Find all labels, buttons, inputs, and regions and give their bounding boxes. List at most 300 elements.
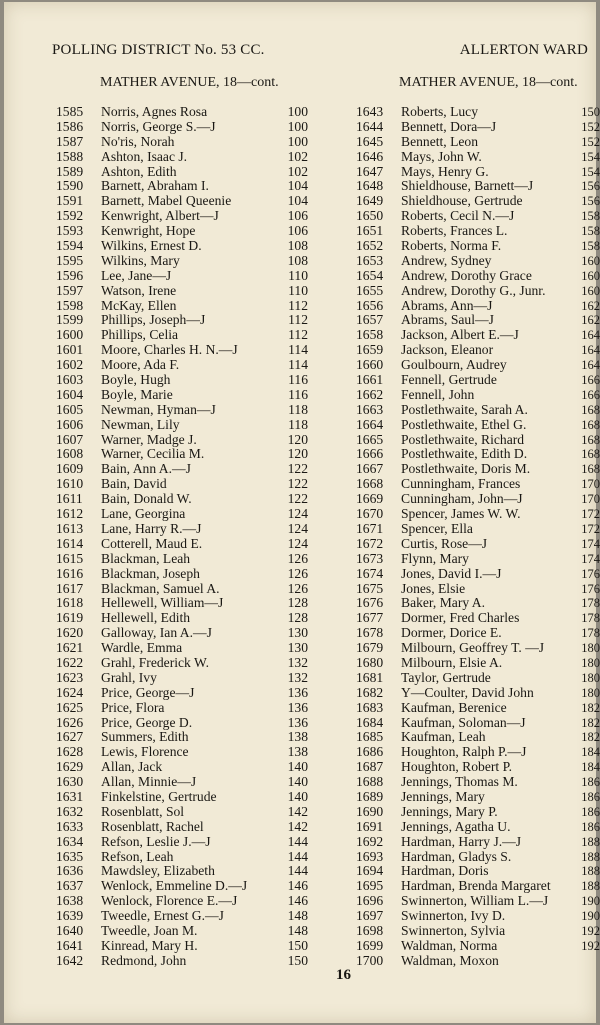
elector-name: Moore, Ada F. xyxy=(101,357,180,373)
elector-number: 1608 xyxy=(56,446,84,462)
elector-name: Price, George—J xyxy=(101,684,195,700)
elector-name: Cunningham, Frances xyxy=(401,476,521,492)
house-number: 140 xyxy=(287,759,308,775)
house-number: 144 xyxy=(287,833,308,849)
elector-name: Jennings, Agatha U. xyxy=(401,818,511,834)
elector-name: Fennell, Gertrude xyxy=(401,372,497,388)
house-number: 154 xyxy=(581,164,600,179)
elector-name: Rosenblatt, Sol xyxy=(101,803,185,819)
house-number: 148 xyxy=(287,922,308,938)
elector-name: Grahl, Frederick W. xyxy=(101,654,209,670)
house-number: 122 xyxy=(287,476,308,492)
house-number: 120 xyxy=(287,446,308,462)
elector-name: Swinnerton, William L.—J xyxy=(401,893,549,909)
elector-name: Blackman, Leah xyxy=(101,550,191,566)
elector-name: Wenlock, Florence E.—J xyxy=(101,893,238,909)
elector-name: No'ris, Norah xyxy=(101,133,175,149)
house-number: 104 xyxy=(287,193,308,209)
elector-number: 1611 xyxy=(56,491,83,507)
elector-name: Dormer, Dorice E. xyxy=(401,625,502,641)
elector-name: Jackson, Albert E.—J xyxy=(401,327,519,343)
elector-name: Jennings, Mary xyxy=(401,788,485,804)
house-number: 112 xyxy=(288,297,308,313)
house-number: 112 xyxy=(288,327,308,343)
house-number: 126 xyxy=(287,550,308,566)
elector-name: Ashton, Edith xyxy=(101,163,177,179)
house-number: 174 xyxy=(581,536,600,551)
elector-number: 1648 xyxy=(356,178,384,194)
elector-name: Houghton, Robert P. xyxy=(401,759,513,775)
house-number: 182 xyxy=(581,715,600,730)
elector-number: 1681 xyxy=(356,669,384,685)
elector-name: Allan, Jack xyxy=(101,759,163,775)
elector-name: Goulbourn, Audrey xyxy=(401,357,507,373)
house-number: 180 xyxy=(581,685,600,700)
house-number: 132 xyxy=(287,654,308,670)
house-number: 188 xyxy=(581,879,600,894)
elector-number: 1680 xyxy=(356,654,384,670)
elector-number: 1668 xyxy=(356,476,384,492)
house-number: 136 xyxy=(287,699,308,715)
house-number: 186 xyxy=(581,819,600,834)
elector-number: 1661 xyxy=(356,372,384,388)
elector-number: 1597 xyxy=(56,282,84,298)
house-number: 168 xyxy=(581,447,600,462)
house-number: 164 xyxy=(581,358,600,373)
house-number: 172 xyxy=(581,521,600,536)
elector-number: 1604 xyxy=(56,386,84,402)
house-number: 190 xyxy=(581,909,600,924)
elector-name: Fennell, John xyxy=(401,386,475,402)
elector-number: 1691 xyxy=(356,818,384,834)
house-number: 192 xyxy=(581,938,600,953)
house-number: 188 xyxy=(581,864,600,879)
house-number: 160 xyxy=(581,283,600,298)
elector-name: Andrew, Dorothy Grace xyxy=(401,267,532,283)
house-number: 162 xyxy=(581,298,600,313)
elector-name: Cotterell, Maud E. xyxy=(101,535,203,551)
elector-number: 1590 xyxy=(56,178,84,194)
ward-header: ALLERTON WARD xyxy=(459,42,588,58)
elector-name: Postlethwaite, Ethel G. xyxy=(401,416,527,432)
elector-number: 1618 xyxy=(56,595,84,611)
house-number: 150 xyxy=(581,105,600,119)
house-number: 104 xyxy=(287,178,308,194)
elector-number: 1643 xyxy=(356,104,384,119)
elector-name: Baker, Mary A. xyxy=(401,595,486,611)
elector-number: 1660 xyxy=(356,357,384,373)
house-number: 154 xyxy=(581,149,600,164)
elector-name: Mays, John W. xyxy=(401,148,482,164)
house-number: 144 xyxy=(287,863,308,879)
elector-name: Spencer, Ella xyxy=(401,520,473,536)
elector-name: Roberts, Frances L. xyxy=(401,223,508,239)
elector-number: 1598 xyxy=(56,297,84,313)
elector-number: 1610 xyxy=(56,476,84,492)
elector-name: Andrew, Sydney xyxy=(401,252,492,268)
elector-number: 1595 xyxy=(56,252,84,268)
elector-name: Lane, Georgina xyxy=(101,506,186,522)
elector-name: Tweedle, Joan M. xyxy=(101,922,198,938)
elector-number: 1686 xyxy=(356,744,384,760)
elector-number: 1628 xyxy=(56,744,84,760)
elector-number: 1674 xyxy=(356,565,384,581)
elector-name: Hellewell, William—J xyxy=(101,595,224,611)
house-number: 142 xyxy=(287,818,308,834)
elector-name: Phillips, Celia xyxy=(101,327,179,343)
elector-number: 1650 xyxy=(356,208,384,224)
elector-name: Price, Flora xyxy=(101,699,165,715)
elector-number: 1607 xyxy=(56,431,84,447)
elector-name: Redmond, John xyxy=(101,952,187,968)
elector-name: Jones, David I.—J xyxy=(401,565,502,581)
elector-number: 1633 xyxy=(56,818,84,834)
elector-number: 1594 xyxy=(56,238,84,254)
elector-name: Tweedle, Ernest G.—J xyxy=(101,908,224,924)
elector-name: Kinread, Mary H. xyxy=(101,937,198,953)
house-number: 114 xyxy=(288,342,308,358)
elector-number: 1631 xyxy=(56,788,84,804)
house-number: 180 xyxy=(581,670,600,685)
house-number: 124 xyxy=(287,520,308,536)
house-number: 152 xyxy=(581,119,600,134)
elector-number: 1585 xyxy=(56,104,84,119)
house-number: 170 xyxy=(581,492,600,507)
elector-number: 1695 xyxy=(356,878,384,894)
elector-name: Waldman, Moxon xyxy=(401,952,499,968)
elector-number: 1587 xyxy=(56,133,84,149)
elector-name: Postlethwaite, Sarah A. xyxy=(401,401,528,417)
house-number: 150 xyxy=(287,952,308,968)
house-number: 164 xyxy=(581,343,600,358)
house-number: 156 xyxy=(581,179,600,194)
elector-number: 1690 xyxy=(356,803,384,819)
elector-number: 1685 xyxy=(356,729,384,745)
elector-number: 1700 xyxy=(356,952,384,968)
elector-number: 1696 xyxy=(356,893,384,909)
elector-name: Dormer, Fred Charles xyxy=(401,610,520,626)
elector-name: Houghton, Ralph P.—J xyxy=(401,744,527,760)
elector-number: 1586 xyxy=(56,118,84,134)
house-number: 176 xyxy=(581,566,600,581)
elector-name: Newman, Lily xyxy=(101,416,180,432)
elector-number: 1663 xyxy=(356,401,384,417)
elector-number: 1619 xyxy=(56,610,84,626)
elector-number: 1629 xyxy=(56,759,84,775)
elector-name: Price, George D. xyxy=(101,714,193,730)
house-number: 182 xyxy=(581,700,600,715)
elector-number: 1613 xyxy=(56,520,84,536)
elector-number: 1645 xyxy=(356,133,384,149)
house-number: 182 xyxy=(581,730,600,745)
elector-number: 1616 xyxy=(56,565,84,581)
elector-name: Hardman, Doris xyxy=(401,863,489,879)
house-number: 130 xyxy=(287,625,308,641)
house-number: 128 xyxy=(287,595,308,611)
elector-name: Kenwright, Hope xyxy=(101,223,196,239)
elector-name: Taylor, Gertrude xyxy=(401,669,491,685)
elector-name: Hardman, Harry J.—J xyxy=(401,833,522,849)
elector-name: Curtis, Rose—J xyxy=(401,535,488,551)
elector-name: Bain, David xyxy=(101,476,167,492)
elector-name: Cunningham, John—J xyxy=(401,491,523,507)
house-number: 178 xyxy=(581,611,600,626)
elector-name: Roberts, Cecil N.—J xyxy=(401,208,515,224)
elector-number: 1639 xyxy=(56,908,84,924)
elector-number: 1653 xyxy=(356,252,384,268)
house-number: 118 xyxy=(288,401,308,417)
elector-name: Jackson, Eleanor xyxy=(401,342,494,358)
house-number: 156 xyxy=(581,194,600,209)
elector-name: Allan, Minnie—J xyxy=(101,774,197,790)
elector-name: Wardle, Emma xyxy=(101,640,183,656)
elector-number: 1688 xyxy=(356,774,384,790)
elector-number: 1589 xyxy=(56,163,84,179)
elector-number: 1609 xyxy=(56,461,84,477)
house-number: 164 xyxy=(581,328,600,343)
house-number: 110 xyxy=(288,267,308,283)
elector-number: 1692 xyxy=(356,833,384,849)
elector-number: 1596 xyxy=(56,267,84,283)
elector-number: 1632 xyxy=(56,803,84,819)
elector-number: 1612 xyxy=(56,506,84,522)
elector-name: Grahl, Ivy xyxy=(101,669,157,685)
elector-name: Abrams, Ann—J xyxy=(401,297,493,313)
house-number: 106 xyxy=(287,208,308,224)
elector-name: Roberts, Lucy xyxy=(401,104,479,119)
house-number: 174 xyxy=(581,551,600,566)
house-number: 178 xyxy=(581,596,600,611)
elector-number: 1615 xyxy=(56,550,84,566)
elector-name: Swinnerton, Ivy D. xyxy=(401,908,506,924)
elector-name: Jennings, Thomas M. xyxy=(401,774,518,790)
elector-number: 1675 xyxy=(356,580,384,596)
elector-number: 1664 xyxy=(356,416,384,432)
elector-name: Wilkins, Mary xyxy=(101,252,180,268)
house-number: 188 xyxy=(581,849,600,864)
house-number: 178 xyxy=(581,626,600,641)
elector-name: Warner, Cecilia M. xyxy=(101,446,205,462)
street-subheader-right: MATHER AVENUE, 18—cont. xyxy=(399,75,578,90)
elector-number: 1651 xyxy=(356,223,384,239)
elector-number: 1588 xyxy=(56,148,84,164)
elector-name: Swinnerton, Sylvia xyxy=(401,922,506,938)
house-number: 108 xyxy=(287,252,308,268)
house-number: 130 xyxy=(287,640,308,656)
elector-number: 1636 xyxy=(56,863,84,879)
elector-number: 1620 xyxy=(56,625,84,641)
house-number: 168 xyxy=(581,432,600,447)
house-number: 142 xyxy=(287,803,308,819)
elector-name: Jennings, Mary P. xyxy=(401,803,498,819)
elector-number: 1659 xyxy=(356,342,384,358)
house-number: 168 xyxy=(581,462,600,477)
elector-number: 1638 xyxy=(56,893,84,909)
elector-number: 1624 xyxy=(56,684,84,700)
house-number: 160 xyxy=(581,268,600,283)
house-number: 180 xyxy=(581,655,600,670)
elector-number: 1687 xyxy=(356,759,384,775)
elector-number: 1617 xyxy=(56,580,84,596)
house-number: 108 xyxy=(287,238,308,254)
elector-name: Boyle, Marie xyxy=(101,386,173,402)
house-number: 120 xyxy=(287,431,308,447)
elector-number: 1678 xyxy=(356,625,384,641)
house-number: 176 xyxy=(581,581,600,596)
house-number: 166 xyxy=(581,373,600,388)
house-number: 124 xyxy=(287,535,308,551)
elector-name: Boyle, Hugh xyxy=(101,372,171,388)
elector-name: Mays, Henry G. xyxy=(401,163,489,179)
elector-name: Bennett, Leon xyxy=(401,133,479,149)
elector-number: 1640 xyxy=(56,922,84,938)
house-number: 170 xyxy=(581,477,600,492)
house-number: 116 xyxy=(288,386,308,402)
elector-name: Mawdsley, Elizabeth xyxy=(101,863,215,879)
house-number: 162 xyxy=(581,313,600,328)
house-number: 150 xyxy=(287,937,308,953)
elector-number: 1621 xyxy=(56,640,84,656)
elector-name: Refson, Leslie J.—J xyxy=(101,833,211,849)
house-number: 128 xyxy=(287,610,308,626)
elector-number: 1673 xyxy=(356,550,384,566)
elector-name: Shieldhouse, Barnett—J xyxy=(401,178,534,194)
house-number: 100 xyxy=(287,104,308,119)
house-number: 166 xyxy=(581,387,600,402)
elector-number: 1603 xyxy=(56,372,84,388)
house-number: 188 xyxy=(581,834,600,849)
elector-number: 1602 xyxy=(56,357,84,373)
house-number: 144 xyxy=(287,848,308,864)
house-number: 152 xyxy=(581,134,600,149)
elector-name: Lane, Harry R.—J xyxy=(101,520,202,536)
elector-name: Jones, Elsie xyxy=(401,580,466,596)
elector-name: Bennett, Dora—J xyxy=(401,118,497,134)
elector-number: 1683 xyxy=(356,699,384,715)
elector-number: 1630 xyxy=(56,774,84,790)
elector-number: 1641 xyxy=(56,937,84,953)
elector-name: Shieldhouse, Gertrude xyxy=(401,193,523,209)
elector-number: 1625 xyxy=(56,699,84,715)
elector-number: 1693 xyxy=(356,848,384,864)
elector-number: 1623 xyxy=(56,669,84,685)
elector-number: 1694 xyxy=(356,863,384,879)
house-number: 106 xyxy=(287,223,308,239)
house-number: 114 xyxy=(288,357,308,373)
house-number: 184 xyxy=(581,745,600,760)
elector-number: 1658 xyxy=(356,327,384,343)
elector-number: 1669 xyxy=(356,491,384,507)
elector-number: 1699 xyxy=(356,937,384,953)
elector-name: Abrams, Saul—J xyxy=(401,312,494,328)
house-number: 122 xyxy=(287,461,308,477)
elector-number: 1627 xyxy=(56,729,84,745)
house-number: 158 xyxy=(581,209,600,224)
elector-number: 1657 xyxy=(356,312,384,328)
elector-name: Refson, Leah xyxy=(101,848,174,864)
elector-name: Milbourn, Geoffrey T. —J xyxy=(401,640,545,656)
elector-name: Lee, Jane—J xyxy=(101,267,172,283)
elector-number: 1671 xyxy=(356,520,384,536)
elector-name: Postlethwaite, Edith D. xyxy=(401,446,528,462)
elector-number: 1599 xyxy=(56,312,84,328)
house-number: 160 xyxy=(581,253,600,268)
page-number: 16 xyxy=(336,967,351,983)
elector-name: Wenlock, Emmeline D.—J xyxy=(101,878,248,894)
elector-name: Hellewell, Edith xyxy=(101,610,191,626)
house-number: 124 xyxy=(287,506,308,522)
house-number: 126 xyxy=(287,580,308,596)
house-number: 136 xyxy=(287,684,308,700)
elector-number: 1676 xyxy=(356,595,384,611)
elector-number: 1654 xyxy=(356,267,384,283)
elector-name: Bain, Donald W. xyxy=(101,491,192,507)
house-number: 186 xyxy=(581,775,600,790)
elector-name: Ashton, Isaac J. xyxy=(101,148,188,164)
house-number: 184 xyxy=(581,760,600,775)
elector-name: Wilkins, Ernest D. xyxy=(101,238,202,254)
elector-number: 1679 xyxy=(356,640,384,656)
elector-number: 1614 xyxy=(56,535,84,551)
house-number: 140 xyxy=(287,774,308,790)
house-number: 122 xyxy=(287,491,308,507)
elector-name: Waldman, Norma xyxy=(401,937,498,953)
elector-number: 1682 xyxy=(356,684,384,700)
house-number: 112 xyxy=(288,312,308,328)
elector-name: Finkelstine, Gertrude xyxy=(101,788,217,804)
elector-number: 1655 xyxy=(356,282,384,298)
elector-number: 1606 xyxy=(56,416,84,432)
elector-name: Bain, Ann A.—J xyxy=(101,461,191,477)
elector-name: Milbourn, Elsie A. xyxy=(401,654,503,670)
elector-name: Hardman, Brenda Margaret xyxy=(401,878,551,894)
elector-number: 1642 xyxy=(56,952,84,968)
house-number: 168 xyxy=(581,402,600,417)
house-number: 146 xyxy=(287,893,308,909)
elector-number: 1666 xyxy=(356,446,384,462)
elector-number: 1635 xyxy=(56,848,84,864)
house-number: 168 xyxy=(581,417,600,432)
house-number: 138 xyxy=(287,729,308,745)
house-number: 132 xyxy=(287,669,308,685)
elector-name: Lewis, Florence xyxy=(101,744,189,760)
elector-name: Roberts, Norma F. xyxy=(401,238,502,254)
elector-number: 1600 xyxy=(56,327,84,343)
elector-name: Summers, Edith xyxy=(101,729,189,745)
elector-number: 1605 xyxy=(56,401,84,417)
house-number: 148 xyxy=(287,908,308,924)
elector-number: 1634 xyxy=(56,833,84,849)
house-number: 190 xyxy=(581,894,600,909)
house-number: 126 xyxy=(287,565,308,581)
elector-name: Blackman, Samuel A. xyxy=(101,580,220,596)
house-number: 192 xyxy=(581,923,600,938)
house-number: 100 xyxy=(287,133,308,149)
elector-number: 1667 xyxy=(356,461,384,477)
elector-name: McKay, Ellen xyxy=(101,297,177,313)
elector-name: Galloway, Ian A.—J xyxy=(101,625,212,641)
elector-number: 1670 xyxy=(356,506,384,522)
elector-name: Rosenblatt, Rachel xyxy=(101,818,204,834)
elector-number: 1646 xyxy=(356,148,384,164)
elector-name: Kaufman, Soloman—J xyxy=(401,714,526,730)
house-number: 158 xyxy=(581,239,600,254)
elector-number: 1592 xyxy=(56,208,84,224)
elector-number: 1684 xyxy=(356,714,384,730)
elector-name: Moore, Charles H. N.—J xyxy=(101,342,238,358)
elector-number: 1697 xyxy=(356,908,384,924)
polling-district-header: POLLING DISTRICT No. 53 CC. xyxy=(52,42,265,58)
